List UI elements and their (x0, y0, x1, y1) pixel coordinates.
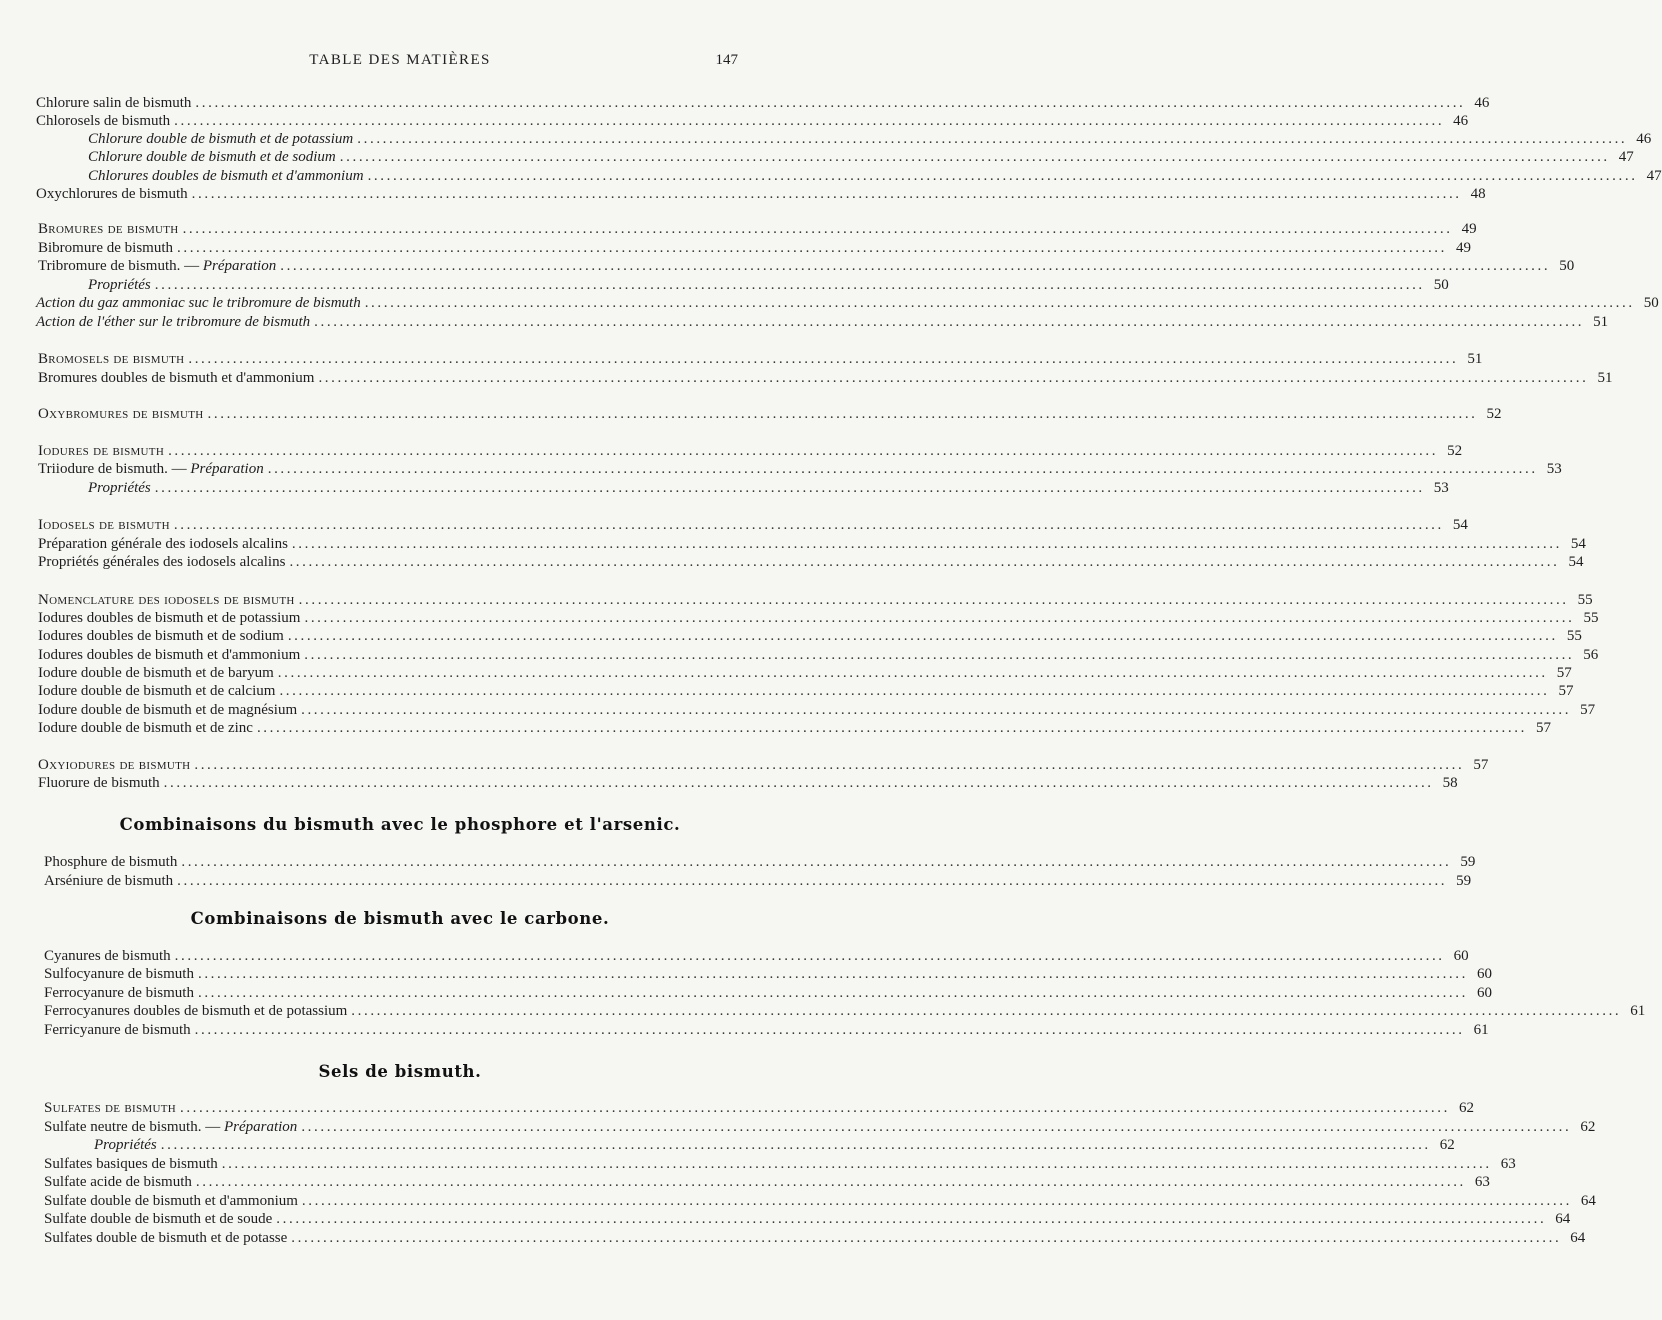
toc-entry (44, 946, 1469, 966)
toc-entry (44, 1228, 1586, 1248)
toc-entry (44, 1117, 1596, 1137)
toc-entry-title: Action du gaz ammoniac suc le tribromure de bismuth (36, 295, 361, 311)
toc-entry-title: Chlorure double de bismuth et de sodium (88, 149, 336, 165)
toc-entry-title: Bromures doubles de bismuth et d'ammonium (38, 370, 315, 386)
toc-entry (36, 111, 1469, 131)
toc-entry-title: Ferrocyanures doubles de bismuth et de potassium (44, 1003, 348, 1019)
dot-leader: ........................................................................................................................................................................................................ (357, 131, 1628, 147)
toc-entry-title: Phosphure de bismuth (44, 854, 178, 870)
toc-entry (88, 275, 1449, 295)
toc-entry (36, 93, 1490, 113)
dot-leader: ........................................................................................................................................................................................................ (174, 113, 1445, 129)
toc-entry-title: Iodure double de bismuth et de baryum (38, 665, 274, 681)
toc-entry (44, 1209, 1571, 1229)
dot-leader: ........................................................................................................................................................................................................ (154, 277, 1425, 293)
toc-entry (88, 166, 1662, 186)
toc-entry (38, 681, 1574, 701)
dot-leader: ........................................................................................................................................................................................................ (367, 168, 1638, 184)
toc-entry-page: 53 (1433, 480, 1449, 496)
toc-entry-title: Iodures de bismuth (38, 443, 165, 459)
dot-leader: ........................................................................................................................................................................................................ (304, 610, 1575, 626)
toc-entry-title: Oxyiodures de bismuth (38, 757, 191, 773)
toc-entry-page: 51 (1593, 314, 1609, 330)
toc-entry-page: 51 (1597, 370, 1613, 386)
toc-entry-page: 57 (1556, 665, 1572, 681)
toc-entry-page: 55 (1566, 628, 1582, 644)
toc-entry-page: 51 (1467, 351, 1483, 367)
toc-entry-page: 56 (1583, 647, 1599, 663)
page-number: 147 (715, 52, 738, 68)
dot-leader: ........................................................................................................................................................................................................ (173, 517, 1444, 533)
toc-entry-page: 50 (1559, 258, 1575, 274)
toc-entry-page: 64 (1580, 1193, 1596, 1209)
dot-leader: ........................................................................................................................................................................................................ (191, 186, 1462, 202)
toc-entry-title: Iodures doubles de bismuth et de sodium (38, 628, 284, 644)
toc-entry-page: 47 (1618, 149, 1634, 165)
toc-entry-page: 52 (1486, 406, 1502, 422)
dot-leader: ........................................................................................................................................................................................................ (197, 966, 1468, 982)
dot-leader: ........................................................................................................................................................................................................ (195, 95, 1466, 111)
toc-entry (38, 219, 1477, 239)
toc-entry (38, 626, 1582, 646)
dot-leader: ........................................................................................................................................................................................................ (301, 1193, 1572, 1209)
toc-entry (44, 1172, 1490, 1192)
toc-entry (38, 590, 1593, 610)
running-title: TABLE DES MATIÈRES (309, 52, 491, 68)
toc-entry-title: Nomenclature des iodosels de bismuth (38, 592, 295, 608)
toc-entry-title: Bromures de bismuth (38, 221, 179, 237)
dot-leader: ........................................................................................................................................................................................................ (291, 1230, 1562, 1246)
toc-entry-title: Triiodure de bismuth. — Préparation (38, 461, 264, 477)
dot-leader: ........................................................................................................................................................................................................ (364, 295, 1635, 311)
toc-entry-page: 55 (1577, 592, 1593, 608)
dot-leader: ........................................................................................................................................................................................................ (291, 536, 1562, 552)
dot-leader: ........................................................................................................................................................................................................ (207, 406, 1478, 422)
toc-entry-page: 64 (1555, 1211, 1571, 1227)
toc-entry (38, 700, 1596, 720)
toc-entry-title: Chlorures doubles de bismuth et d'ammonium (88, 168, 364, 184)
dot-leader: ........................................................................................................................................................................................................ (280, 258, 1551, 274)
toc-entry-page: 60 (1476, 985, 1492, 1001)
toc-entry-title: Iodosels de bismuth (38, 517, 170, 533)
toc-entry (38, 515, 1468, 535)
toc-entry-page: 59 (1456, 873, 1472, 889)
dot-leader: ........................................................................................................................................................................................................ (177, 873, 1448, 889)
toc-entry-title: Propriétés (94, 1137, 157, 1153)
dot-leader: ........................................................................................................................................................................................................ (276, 1211, 1547, 1227)
dot-leader: ........................................................................................................................................................................................................ (304, 647, 1575, 663)
toc-entry-title: Propriétés générales des iodosels alcalins (38, 554, 286, 570)
toc-entry (44, 871, 1472, 891)
toc-entry-page: 46 (1453, 113, 1469, 129)
dot-leader: ........................................................................................................................................................................................................ (181, 854, 1452, 870)
toc-entry-page: 63 (1500, 1156, 1516, 1172)
toc-entry-page: 49 (1461, 221, 1477, 237)
dot-leader: ........................................................................................................................................................................................................ (154, 480, 1425, 496)
toc-entry-page: 57 (1535, 720, 1551, 736)
toc-entry-title: Bromosels de bismuth (38, 351, 185, 367)
toc-entry-page: 62 (1439, 1137, 1455, 1153)
dot-leader: ........................................................................................................................................................................................................ (318, 370, 1589, 386)
toc-entry-subtitle: Préparation (190, 461, 264, 477)
toc-entry-title: Propriétés (88, 480, 151, 496)
toc-entry-page: 64 (1570, 1230, 1586, 1246)
toc-entry (38, 459, 1562, 479)
toc-entry-title: Action de l'éther sur le tribromure de bismuth (36, 314, 311, 330)
toc-entry (38, 773, 1458, 793)
toc-entry (94, 1135, 1455, 1155)
toc-entry-page: 60 (1476, 966, 1492, 982)
toc-entry-title: Arséniure de bismuth (44, 873, 174, 889)
toc-entry-page: 54 (1570, 536, 1586, 552)
dot-leader: ........................................................................................................................................................................................................ (168, 443, 1439, 459)
toc-entry (38, 534, 1586, 554)
toc-entry-page: 58 (1442, 775, 1458, 791)
toc-entry (38, 238, 1471, 258)
toc-entry (38, 441, 1463, 461)
dot-leader: ........................................................................................................................................................................................................ (287, 628, 1558, 644)
toc-entry (88, 147, 1634, 167)
toc-entry (38, 663, 1572, 683)
toc-entry (36, 293, 1659, 313)
toc-entry-page: 61 (1473, 1022, 1489, 1038)
toc-entry (44, 1098, 1474, 1118)
toc-entry-page: 46 (1636, 131, 1652, 147)
toc-entry-title: Sulfate double de bismuth et de soude (44, 1211, 273, 1227)
dot-leader: ........................................................................................................................................................................................................ (174, 948, 1445, 964)
toc-entry-page: 57 (1473, 757, 1489, 773)
dot-leader: ........................................................................................................................................................................................................ (177, 240, 1447, 256)
section-heading: Combinaisons du bismuth avec le phosphore et l'arsenic. (119, 815, 681, 834)
toc-entry (38, 349, 1483, 369)
toc-entry-title: Sulfate acide de bismuth (44, 1174, 192, 1190)
toc-entry-page: 57 (1558, 683, 1574, 699)
toc-entry-page: 59 (1460, 854, 1476, 870)
toc-entry-title: Oxybromures de bismuth (38, 406, 204, 422)
dot-leader: ........................................................................................................................................................................................................ (188, 351, 1459, 367)
toc-entry (44, 1154, 1516, 1174)
dot-leader: ........................................................................................................................................................................................................ (163, 775, 1434, 791)
toc-entry-title: Oxychlorures de bismuth (36, 186, 188, 202)
toc-entry-page: 62 (1458, 1100, 1474, 1116)
toc-entry-title: Propriétés (88, 277, 151, 293)
toc-entry-page: 57 (1580, 702, 1596, 718)
toc-entry-title: Chlorure salin de bismuth (36, 95, 192, 111)
toc-entry-title: Chlorure double de bismuth et de potassium (88, 131, 354, 147)
toc-entry-title: Iodure double de bismuth et de calcium (38, 683, 276, 699)
toc-entry-title: Sulfates de bismuth (44, 1100, 176, 1116)
toc-entry-title: Chlorosels de bismuth (36, 113, 171, 129)
page-header (0, 52, 800, 74)
toc-entry (44, 852, 1476, 872)
toc-entry-page: 55 (1583, 610, 1599, 626)
dot-leader: ........................................................................................................................................................................................................ (301, 1119, 1572, 1135)
toc-entry-title: Ferricyanure de bismuth (44, 1022, 191, 1038)
toc-entry-title: Sulfates basiques de bismuth (44, 1156, 218, 1172)
toc-entry (38, 608, 1599, 628)
toc-entry (38, 404, 1502, 424)
dot-leader: ........................................................................................................................................................................................................ (221, 1156, 1492, 1172)
section-heading: Combinaisons de bismuth avec le carbone. (190, 909, 610, 928)
toc-entry-page: 54 (1452, 517, 1468, 533)
toc-entry-page: 50 (1643, 295, 1659, 311)
dot-leader: ........................................................................................................................................................................................................ (256, 720, 1527, 736)
toc-entry-title: Iodure double de bismuth et de zinc (38, 720, 253, 736)
toc-entry-page: 50 (1433, 277, 1449, 293)
toc-entry-title: Sulfate neutre de bismuth. — Préparation (44, 1119, 298, 1135)
toc-entry (88, 129, 1652, 149)
dot-leader: ........................................................................................................................................................................................................ (289, 554, 1560, 570)
toc-entry (44, 1001, 1646, 1021)
toc-entry-title: Préparation générale des iodosels alcalins (38, 536, 288, 552)
toc-entry-title: Iodures doubles de bismuth et de potassium (38, 610, 301, 626)
toc-entry (36, 184, 1486, 204)
toc-entry-subtitle: Préparation (223, 1119, 298, 1135)
toc-entry (38, 718, 1551, 738)
toc-entry-title: Cyanures de bismuth (44, 948, 171, 964)
toc-entry-page: 49 (1456, 240, 1471, 256)
toc-entry-page: 47 (1646, 168, 1662, 184)
toc-entry-page: 63 (1474, 1174, 1490, 1190)
toc-entry (44, 983, 1492, 1003)
dot-leader: ........................................................................................................................................................................................................ (195, 1174, 1466, 1190)
dot-leader: ........................................................................................................................................................................................................ (194, 757, 1465, 773)
toc-entry (44, 964, 1492, 984)
toc-entry-page: 62 (1580, 1119, 1596, 1135)
toc-entry (44, 1020, 1489, 1040)
toc-entry (38, 368, 1613, 388)
dot-leader: ........................................................................................................................................................................................................ (179, 1100, 1450, 1116)
toc-entry-page: 53 (1546, 461, 1562, 477)
toc-entry-page: 46 (1474, 95, 1490, 111)
dot-leader: ........................................................................................................................................................................................................ (267, 461, 1538, 477)
dot-leader: ........................................................................................................................................................................................................ (314, 314, 1585, 330)
toc-entry (38, 755, 1489, 775)
toc-entry-title: Iodure double de bismuth et de magnésium (38, 702, 298, 718)
toc-entry-title: Sulfates double de bismuth et de potasse (44, 1230, 288, 1246)
toc-entry (38, 645, 1599, 665)
dot-leader: ........................................................................................................................................................................................................ (301, 702, 1572, 718)
toc-entry (38, 256, 1575, 276)
toc-entry-page: 48 (1470, 186, 1486, 202)
dot-leader: ........................................................................................................................................................................................................ (194, 1022, 1465, 1038)
dot-leader: ........................................................................................................................................................................................................ (160, 1137, 1431, 1153)
dot-leader: ........................................................................................................................................................................................................ (279, 683, 1550, 699)
toc-entry-title: Fluorure de bismuth (38, 775, 160, 791)
toc-entry-title: Iodures doubles de bismuth et d'ammonium (38, 647, 301, 663)
toc-entry-page: 60 (1453, 948, 1469, 964)
section-heading: Sels de bismuth. (318, 1062, 482, 1081)
toc-entry (36, 312, 1609, 332)
toc-entry-title: Sulfocyanure de bismuth (44, 966, 194, 982)
toc-entry-page: 52 (1447, 443, 1463, 459)
toc-entry-page: 54 (1568, 554, 1584, 570)
dot-leader: ........................................................................................................................................................................................................ (351, 1003, 1622, 1019)
dot-leader: ........................................................................................................................................................................................................ (197, 985, 1468, 1001)
toc-entry-title: Ferrocyanure de bismuth (44, 985, 194, 1001)
toc-entry (38, 552, 1584, 572)
toc-entry-title: Bibromure de bismuth (38, 240, 173, 256)
toc-entry (88, 478, 1449, 498)
toc-entry-title: Sulfate double de bismuth et d'ammonium (44, 1193, 298, 1209)
toc-entry-subtitle: Préparation (202, 258, 277, 274)
toc-entry-title: Tribromure de bismuth. — Préparation (38, 258, 277, 274)
dot-leader: ........................................................................................................................................................................................................ (298, 592, 1569, 608)
toc-entry (44, 1191, 1596, 1211)
dot-leader: ........................................................................................................................................................................................................ (182, 221, 1453, 237)
toc-entry-page: 61 (1630, 1003, 1646, 1019)
dot-leader: ........................................................................................................................................................................................................ (277, 665, 1548, 681)
dot-leader: ........................................................................................................................................................................................................ (339, 149, 1610, 165)
